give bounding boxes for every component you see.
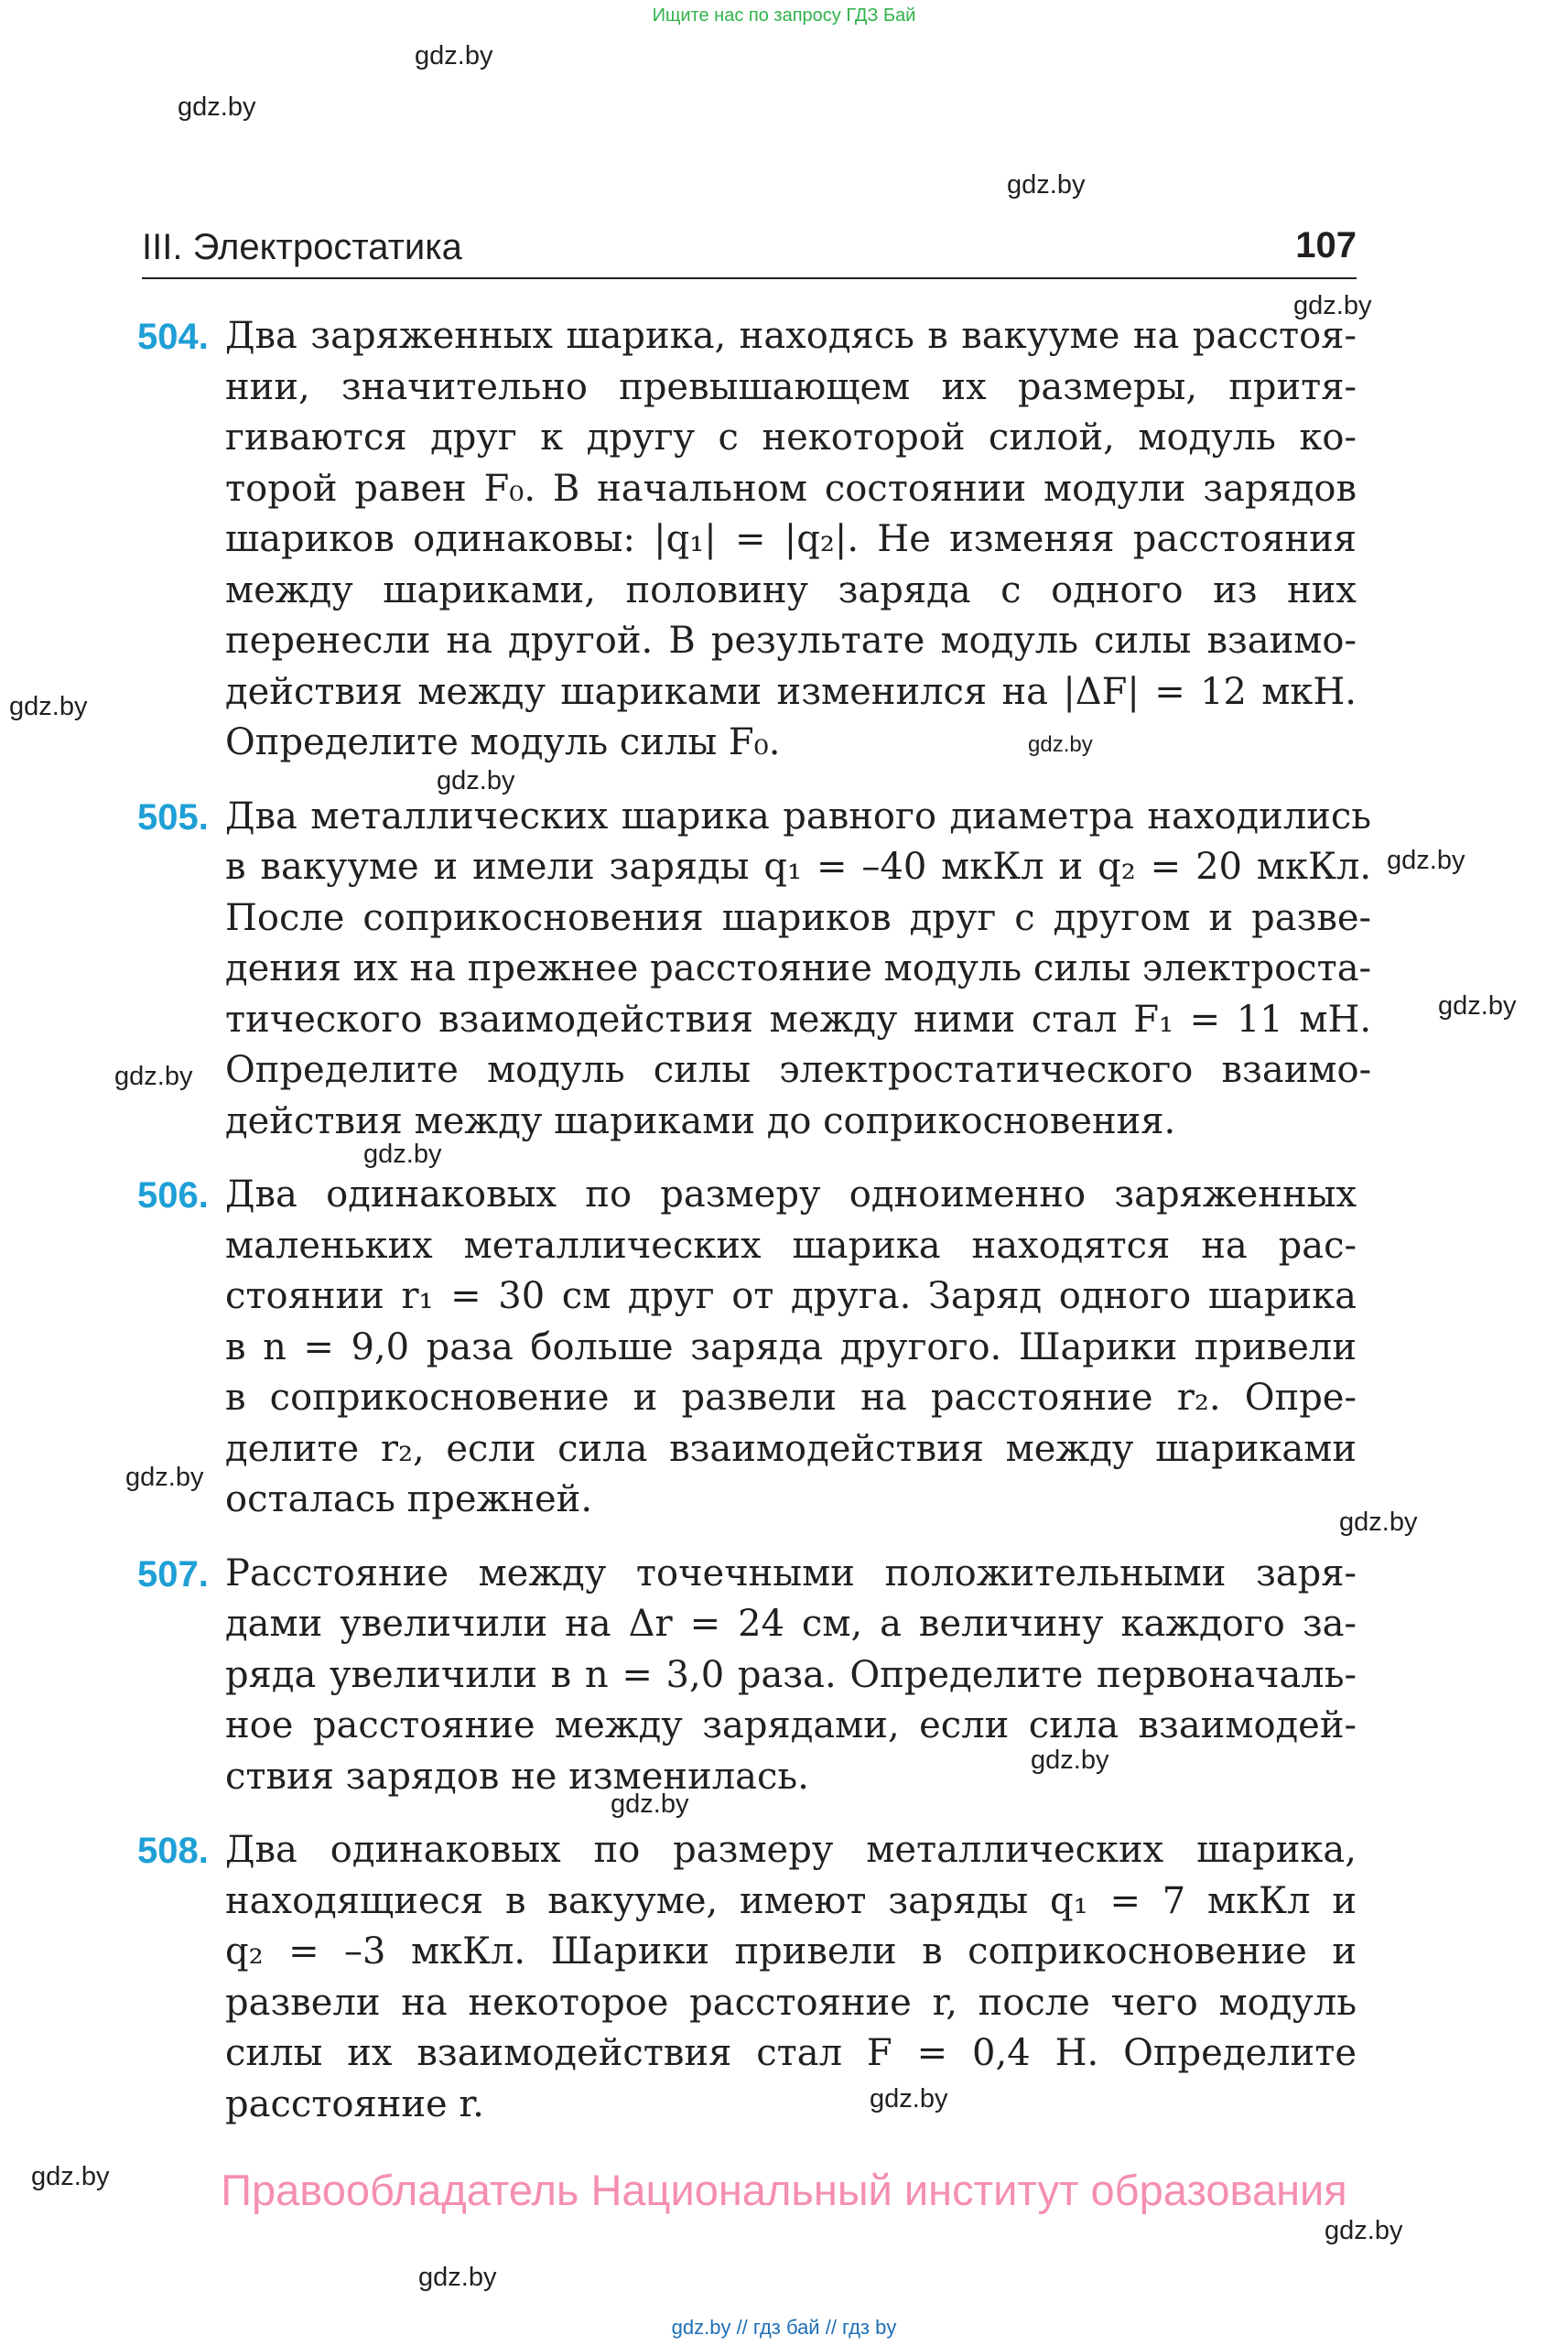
text-line: торой равен F₀. В начальном состоянии модули зарядов [225, 467, 1357, 510]
text-line: ствия зарядов не изменилась. [225, 1755, 809, 1798]
text-line: силы их взаимодействия стал F = 0,4 Н. Определите [225, 2032, 1357, 2074]
watermark: gdz.by [437, 766, 515, 795]
watermark: gdz.by [1293, 291, 1372, 320]
watermark: gdz.by [870, 2084, 948, 2114]
text-line: стоянии r₁ = 30 см друг от друга. Заряд одного шарика [225, 1275, 1357, 1317]
bottom-links[interactable]: gdz.by // гдз бай // гдз by [671, 2316, 897, 2339]
text-line: Расстояние между точечными положительными заря- [225, 1551, 1357, 1595]
page-number: 107 [1295, 225, 1357, 265]
watermark: gdz.by [1028, 732, 1093, 757]
watermark: gdz.by [363, 1140, 442, 1169]
text-line: в соприкосновение и развели на расстояние r₂. Опре- [225, 1377, 1357, 1419]
text-line: развели на некоторое расстояние r, после чего модуль [225, 1981, 1357, 2024]
section-title: III. Электростатика [142, 227, 462, 267]
problem-text [225, 792, 1371, 1148]
problem-text [225, 1170, 1357, 1526]
problem-number: 508. [137, 1831, 209, 1871]
watermark: gdz.by [125, 1463, 204, 1492]
problem-number: 506. [137, 1175, 209, 1216]
text-line: q₂ = –3 мкКл. Шарики привели в соприкосновение и [225, 1930, 1357, 1973]
problem-number: 507. [137, 1553, 209, 1595]
problem-504 [137, 311, 1357, 769]
text-line: Определите модуль силы F₀. [225, 721, 781, 763]
text-line: находящиеся в вакууме, имеют заряды q₁ = 7 мкКл и [225, 1879, 1357, 1922]
text-line: нии, значительно превышающем их размеры, притя- [225, 365, 1357, 408]
top-banner[interactable]: Ищите нас по запросу ГДЗ Бай [652, 5, 916, 26]
text-line: Определите модуль силы электростатического взаимо- [225, 1049, 1372, 1091]
text-line: Два заряженных шарика, находясь в вакууме на расстоя- [225, 315, 1357, 357]
problem-number: 504. [137, 317, 209, 357]
watermark: gdz.by [1339, 1508, 1418, 1537]
header-divider [142, 277, 1357, 279]
watermark: gdz.by [611, 1789, 689, 1819]
problem-text [225, 1825, 1357, 2130]
problem-507 [137, 1549, 1357, 1803]
text-line: делите r₂, если сила взаимодействия между шариками [225, 1427, 1357, 1470]
watermark: gdz.by [178, 92, 256, 122]
text-line: в вакууме и имели заряды q₁ = –40 мкКл и q₂ = 20 мкКл. [225, 846, 1372, 888]
watermark: gdz.by [31, 2162, 110, 2191]
text-line: Два металлических шарика равного диаметра находились [225, 795, 1372, 838]
text-line: перенесли на другой. В результате модуль силы взаимо- [225, 620, 1357, 662]
problem-505 [137, 792, 1372, 1148]
watermark: gdz.by [114, 1062, 193, 1091]
watermark: gdz.by [1325, 2216, 1403, 2245]
copyright-notice: Правообладатель Национальный институт образования [221, 2166, 1347, 2214]
text-line: расстояние r. [225, 2082, 484, 2125]
watermark: gdz.by [9, 692, 88, 721]
watermark: gdz.by [1387, 846, 1465, 875]
text-line: После соприкосновения шариков друг с другом и разве- [225, 896, 1372, 939]
problem-text [225, 311, 1357, 769]
watermark: gdz.by [418, 2263, 497, 2292]
problem-text [225, 1549, 1357, 1803]
problem-508 [137, 1825, 1357, 2130]
problem-number: 505. [137, 796, 209, 838]
text-line: дами увеличили на Δr = 24 см, а величину каждого за- [225, 1603, 1357, 1645]
text-line: ряда увеличили в n = 3,0 раза. Определите первоначаль- [225, 1653, 1357, 1696]
watermark: gdz.by [1031, 1746, 1109, 1775]
watermark: gdz.by [415, 41, 493, 70]
text-line: между шариками, половину заряда с одного из них [225, 568, 1357, 611]
text-line: тического взаимодействия между ними стал F₁ = 11 мН. [225, 998, 1372, 1041]
problem-list [137, 311, 1372, 2130]
watermark: gdz.by [1007, 170, 1086, 200]
text-line: в n = 9,0 раза больше заряда другого. Шарики привели [225, 1325, 1357, 1368]
text-line: действия между шариками изменился на |ΔF| = 12 мкН. [225, 670, 1357, 713]
text-line: осталась прежней. [225, 1478, 593, 1520]
watermark: gdz.by [1438, 991, 1517, 1021]
text-line: действия между шариками до соприкосновения. [225, 1099, 1176, 1142]
text-line: дения их на прежнее расстояние модуль силы электроста- [225, 947, 1372, 989]
text-line: ное расстояние между зарядами, если сила взаимодей- [225, 1704, 1357, 1746]
text-line: Два одинаковых по размеру одноименно заряженных [225, 1173, 1357, 1216]
text-line: Два одинаковых по размеру металлических шарика, [225, 1829, 1357, 1871]
text-line: маленьких металлических шарика находятся на рас- [225, 1224, 1357, 1267]
text-line: гиваются друг к другу с некоторой силой, модуль ко- [225, 416, 1357, 459]
text-line: шариков одинаковы: |q₁| = |q₂|. Не изменяя расстояния [225, 518, 1357, 560]
problem-506 [137, 1170, 1357, 1526]
